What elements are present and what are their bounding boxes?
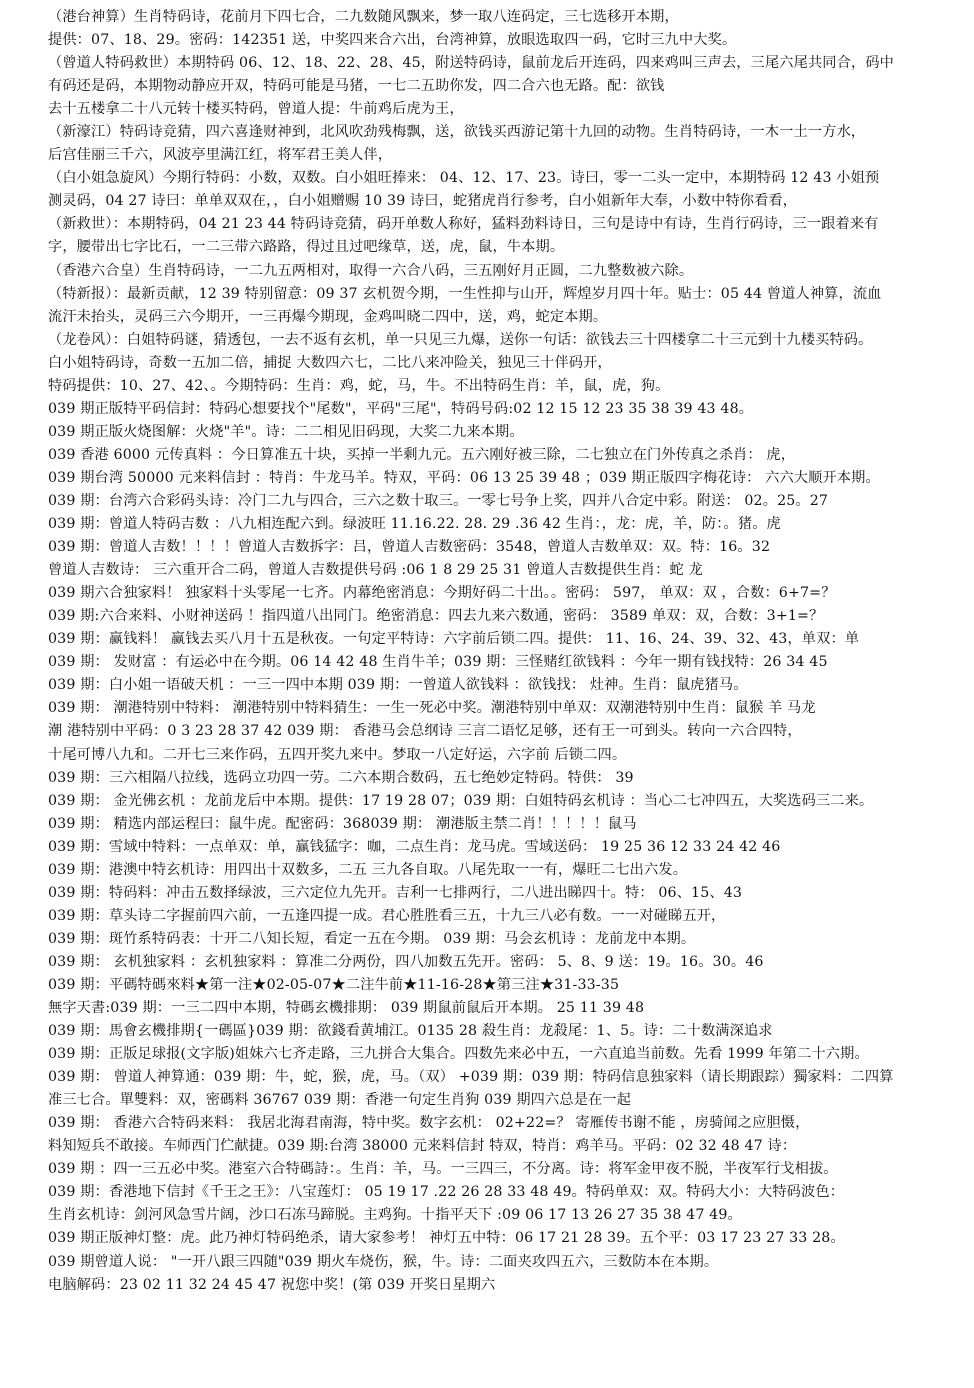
text-line: 准三七合。單雙料：双，密碼料 36767 039 期：香港一句定生肖狗 039 期四六总是在一起 — [48, 1092, 632, 1109]
text-line: 潮 港特别中平码：0 3 23 28 37 42 039 期： 香港马会总纲诗 三言二语忆足够，还有王一可到头。转向一六合四特， — [48, 723, 802, 740]
text-line: 039 期：白小姐一语破天机 ：一三一四中本期 039 期：一曾道人欲钱料 ：欲钱找： 灶神。生肖：鼠虎猪马。 — [48, 677, 748, 694]
text-line: （香港六合皇）生肖特码诗，一二九五两相对，取得一六合八码，三五刚好月正圆，二九整数被六除。 — [48, 262, 694, 279]
text-line: 039 期：正版足球报(文字版)姐妹六七齐走路，三九拼合大集合。四数先来必中五，一六直追当前数。先看 1999 年第二十六期。 — [48, 1046, 869, 1063]
text-line: 039 期台湾 50000 元来料信封 ：特肖：牛龙马羊。特双，平码：06 13 25 39 48 ；039 期正版四字梅花诗： 六六大顺开本期。 — [48, 469, 880, 486]
text-line: （龙卷风）：白姐特码谜，猜透包，一去不返有玄机，单一只见三九爆，送你一句话：欲钱去三十四楼拿二十三元到十九楼买特码。 — [48, 331, 873, 348]
text-line: 电脑解码：23 02 11 32 24 45 47 祝您中奖！(第 039 开奖日星期六 — [48, 1276, 496, 1293]
text-line: 039 期：台湾六合彩码头诗：冷门二九与四合，三六之数十取三。一零七号争上奖，四并八合定中彩。附送： 02。25。27 — [48, 492, 829, 509]
text-line: 039 期：香港地下信封《千王之王》：八宝莲灯： 05 19 17 .22 26 28 33 48 49。特码单双：双。特码大小：大特码波色： — [48, 1184, 845, 1201]
text-line: 039 期：曾道人特码吉数 ：八九相连配六到。绿波旺 11.16.22. 28. 29 .36 42 生肖：，龙：虎，羊，防：。猪。虎 — [48, 516, 781, 533]
text-line: 無字天書:039 期：一三二四中本期，特碼玄機排期： 039 期鼠前鼠后开本期。 25 11 39 48 — [48, 1000, 645, 1017]
text-line: （特新报）：最新贡献，12 39 特别留意：09 37 玄机贺今期，一生性抑与山开，辉煌岁月四十年。贴士：05 44 曾道人神算，流血 — [48, 285, 882, 302]
text-line: 流汗未抬头，灵码三六今期开，一三再爆今期现，金鸡叫晓二四中，送，鸡，蛇定本期。 — [48, 308, 608, 325]
text-line: 料知短兵不敢接。车师西门伫献捷。039 期:台湾 38000 元来料信封 特双，特肖：鸡羊马。平码：02 32 48 47 诗： — [48, 1138, 797, 1155]
text-line: 039 期： 潮港特别中特料： 潮港特别中特料猜生：一生一死必中奖。潮港特别中单双：双潮港特别中生肖：鼠猴 羊 马龙 — [48, 700, 816, 717]
text-line: 039 期：港澳中特玄机诗：用四出十双数多，二五 三九各自取。八尾先取一一有，爆旺二七出六发。 — [48, 861, 688, 878]
text-line: 039 期：特码料：冲击五数择绿波，三六定位九先开。吉利一七排两行，二八进出睇四十。特： 06、15、43 — [48, 884, 743, 901]
text-line: 039 期：雪域中特料：一点单双：单，赢钱猛字：咖，二点生肖：龙马虎。雪域送码： 19 25 36 12 33 24 42 46 — [48, 838, 781, 855]
text-line: 提供：07、18、29。密码：142351 送，中奖四来合六出，台湾神算，放眼选取四一码，它时三九中大奖。 — [48, 32, 737, 49]
text-line: 039 期：平碼特碼來料★第一注★02-05-07★二注牛前★11-16-28★第三注★31-33-35 — [48, 976, 620, 993]
text-line: 039 期：馬會玄機排期{一碼區}039 期：欲錢看黄埔江。0135 28 殺生肖：龙殺尾：1、5。诗：二十数满深追求 — [48, 1023, 773, 1040]
text-line: 特码提供：10、27、42、。今期特码：生肖：鸡，蛇，马，牛。不出特码生肖：羊，鼠，虎，狗。 — [48, 377, 670, 394]
text-line: 039 香港 6000 元传真料 ：今日算准五十块，买掉一半剩九元。五六刚好被三除，二七独立在门外传真之杀肖： 虎， — [48, 446, 796, 463]
text-line: 039 期： 金光佛玄机 ：龙前龙后中本期。提供：17 19 28 07；039 期：白姐特码玄机诗 ：当心二七冲四五，大奖选码三二来。 — [48, 792, 874, 809]
text-line: 039 期曾道人说： "一开八跟三四随"039 期火车烧伤，猴，牛。诗：二面夹攻四五六，三数防本在本期。 — [48, 1253, 719, 1270]
text-line: 039 期：赢钱料！ 赢钱去买八月十五是秋夜。一句定平特诗：六字前后锁二四。提供： 11、16、24、39、32、43，单双：单 — [48, 631, 860, 648]
text-line: 生肖玄机诗：剑河风急雪片阔，沙口石冻马蹄脱。主鸡狗。十指平天下 :09 06 17 13 26 27 35 38 47 49。 — [48, 1207, 742, 1224]
text-line: 字，腰带出七字比石，一二三带六路路，得过且过吧缘草，送，虎，鼠，牛本期。 — [48, 239, 565, 256]
text-line: 039 期正版神灯整：虎。此乃神灯特码绝杀，请大家参考！ 神灯五中特：06 17 21 28 39。五个平：03 17 23 27 33 28。 — [48, 1230, 845, 1247]
text-line: 039 期 ：四一三五必中奖。港室六合特碼詩：。生肖：羊，马。一三四三，不分离。诗：将军金甲夜不脱，半夜军行戈相拔。 — [48, 1161, 838, 1178]
text-line: 039 期六合独家料！ 独家料十头零尾一七齐。内幕绝密消息：今期好码二十出。。密码： 597， 单双：双 ，合数：6+7=？ — [48, 585, 836, 602]
text-line: 十尾可博八九和。二开七三来作码，五四开奖九来中。梦取一八定好运，六字前 后锁二四。 — [48, 746, 627, 763]
text-line: （港台神算）生肖特码诗，花前月下四七合，二九数随风飘来，梦一取八连码定，三七选移开本期， — [48, 9, 679, 25]
text-line: 去十五楼拿二十八元转十楼买特码，曾道人提：牛前鸡后虎为王， — [48, 101, 464, 118]
text-line: 039 期正版特平码信封：特码心想要找个"尾数"，平码"三尾"，特码号码:02 12 15 12 23 35 38 39 43 48。 — [48, 400, 754, 417]
text-line: 039 期：斑竹系特码表：十开二八知长短，看定一五在今期。 039 期：马会玄机诗 ：龙前龙中本期。 — [48, 930, 696, 947]
text-line: （新濠江）特码诗竞猜，四六喜逢财神到，北风吹劲残梅飘，送，欲钱买西游记第十九回的动物。生肖特码诗，一木一土一方水， — [48, 124, 866, 141]
text-line: 039 期： 精选内部运程曰：鼠牛虎。配密码：368039 期： 潮港版主禁二肖！！！！！鼠马 — [48, 815, 637, 832]
text-line: 039 期： 曾道人神算通：039 期：牛，蛇，猴，虎，马。（双） +039 期：039 期：特码信息独家料（请长期跟踪）獨家料：二四算 — [48, 1069, 894, 1086]
text-line: 039 期： 发财富 ：有运必中在今期。06 14 42 48 生肖牛羊；039 期：三怪赌红欲钱料 ：今年一期有钱找特：26 34 45 — [48, 654, 828, 671]
text-line: 有码还是码，本期物动静应开双，特码可能是马猪，一七二五助你发，四二合六也无路。配：欲钱 — [48, 78, 665, 95]
text-line: 039 期:六合来料、小财神送码 ！指四道八出同门。绝密消息：四去九来六数通，密码： 3589 单双：双，合数：3+1=？ — [48, 608, 824, 625]
text-line: 039 期： 玄机独家料 ：玄机独家料 ：算准二分两份，四八加数五先开。密码： 5、8、9 送：19。16。30。46 — [48, 953, 764, 970]
text-line: 039 期：曾道人吉数！！！！曾道人吉数拆字：吕，曾道人吉数密码：3548，曾道人吉数单双：双。特：16。32 — [48, 539, 771, 556]
text-line: （白小姐急旋风）今期行特码：小数，双数。白小姐旺捧来： 04、12、17、23。诗曰，零一二头一定中，本期特码 12 43 小姐预 — [48, 170, 880, 187]
text-line: 039 期：三六相隔八拉线，选码立功四一劳。二六本期合数码，五七绝妙定特码。特供： 39 — [48, 769, 634, 786]
text-line: 039 期：草头诗二字握前四六前，一五逢四提一成。君心胜胜看三五，十九三八必有数。一一对碰睇五开， — [48, 907, 726, 924]
text-line: （新救世）：本期特码，04 21 23 44 特码诗竞猜，码开单数人称好，猛料劲料诗日，三句是诗中有诗，生肖行码诗，三一跟着来有 — [48, 216, 879, 233]
text-line: 白小姐特码诗，奇数一五加二倍，捕捉 大数四六七，二比八来冲险关，独见三十伴码开， — [48, 354, 612, 371]
text-line: 039 期正版火烧图解：火烧"羊"。诗：二二相见旧码现，大奖二九来本期。 — [48, 423, 524, 440]
text-line: 后宫佳丽三千六，风波亭里满江红，将军君王美人伴， — [48, 147, 393, 164]
text-line: 曾道人吉数诗： 三六重开合二码，曾道人吉数提供号码 :06 1 8 29 25 31 曾道人吉数提供生肖：蛇 龙 — [48, 562, 703, 579]
text-line: 039 期： 香港六合特码来料： 我居北海君南海，特中奖。数字玄机： 02+22=？ 寄雁传书谢不能 ，房骑闻之应胆慑， — [48, 1115, 810, 1132]
text-line: （曾道人特码救世）本期特码 06、12、18、22、28、45，附送特码诗，鼠前龙后开连码，四来鸡叫三声去，三尾六尾共同合，码中 — [48, 55, 894, 72]
text-line: 测灵码，04 27 诗曰：单单双双在，，白小姐赠赐 10 39 诗曰，蛇猪虎肖行参考，白小姐新年大奉，小数中特你看看， — [48, 193, 798, 210]
